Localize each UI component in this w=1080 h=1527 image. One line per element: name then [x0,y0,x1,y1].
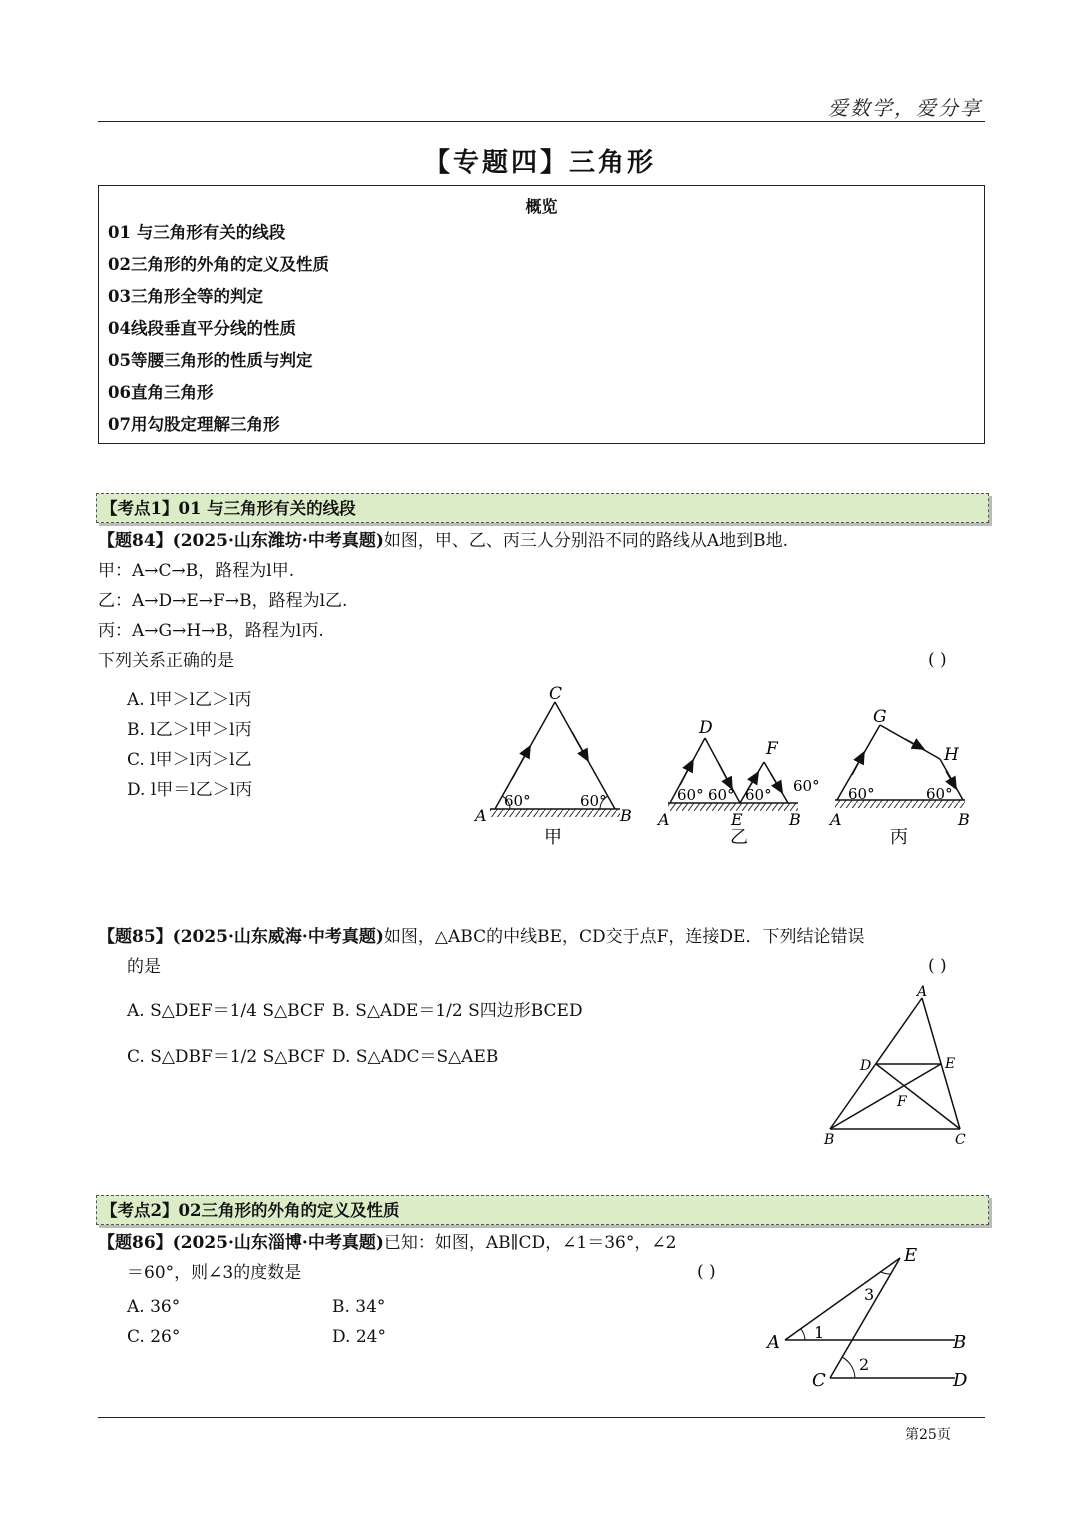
q84-answer-bracket: ( ) [928,650,947,670]
q85-stem-cont: 的是 [127,957,161,977]
q85-figure [815,980,990,1150]
q86-stem: 已知：如图，AB∥CD，∠1＝36°，∠2 [383,1233,677,1253]
fig84-label-h: H [944,745,959,765]
fig84-label-a: A [475,806,487,825]
route-bing-diagram [828,707,970,848]
fig86-label-a: A [767,1332,780,1353]
fig84-angle: 60° [926,785,953,803]
overview-item: 01 与三角形有关的线段 [108,223,286,242]
footer-rule [98,1417,985,1418]
fig84-caption-jia: 甲 [544,827,562,848]
fig86-label-b: B [953,1332,967,1353]
section-header-1: 【考点1】01 与三角形有关的线段 [96,493,989,523]
q84-stem: 如图，甲、乙、丙三人分别沿不同的路线从A地到B地. [383,531,789,551]
section-header-2: 【考点2】02三角形的外角的定义及性质 [96,1195,989,1225]
q86-figure [760,1238,985,1398]
overview-item: 05等腰三角形的性质与判定 [108,351,313,370]
fig85-label-c: C [955,1132,966,1148]
overview-list [108,222,329,446]
q84-option-d: D. l甲＝l乙＞l丙 [127,780,253,800]
fig84-label-b: B [620,806,632,825]
q85-option-a: A. S△DEF＝1/4 S△BCF [127,1001,325,1021]
fig86-label-e: E [904,1245,918,1266]
fig84-label-c: C [549,684,563,704]
fig86-angle-3: 3 [864,1285,875,1304]
fig85-label-a: A [917,984,928,1000]
q85-stem: 如图，△ABC的中线BE，CD交于点F，连接DE．下列结论错误 [383,927,865,947]
q84-tag: 【题84】(2025·山东潍坊·中考真题) [98,531,384,551]
q84-option-b: B. l乙＞l甲＞l丙 [127,720,252,740]
fig84-label-d: D [699,718,713,738]
header-motto: 爱数学，爱分享 [828,96,982,120]
q84-figure [460,675,1000,865]
fig84-angle: 60° [848,785,875,803]
fig84-caption-yi: 乙 [730,827,748,848]
fig85-label-b: B [824,1132,835,1148]
q86-option-b: B. 34° [332,1297,386,1317]
overview-item: 06直角三角形 [108,383,214,402]
q86-option-c: C. 26° [127,1327,181,1347]
fig84-label-a: A [830,810,842,829]
q84-route-bing: 丙：A→G→H→B，路程为l丙. [98,621,324,641]
fig84-label-a: A [658,810,670,829]
q84-option-a: A. l甲＞l乙＞l丙 [127,690,252,710]
q85-answer-bracket: ( ) [928,956,947,976]
q86-answer-bracket: ( ) [697,1262,716,1282]
overview-heading: 概览 [525,197,558,216]
overview-item: 04线段垂直平分线的性质 [108,319,296,338]
fig84-angle: 60° [793,777,820,795]
q86-tag: 【题86】(2025·山东淄博·中考真题) [98,1233,384,1253]
overview-item: 03三角形全等的判定 [108,287,263,306]
q85-stem-line [98,926,864,948]
fig84-label-b: B [789,810,801,829]
fig85-label-f: F [897,1094,907,1110]
q84-route-jia: 甲：A→C→B，路程为l甲. [98,561,295,581]
fig84-label-e: E [731,810,743,829]
fig84-angle: 60° [504,792,531,810]
q85-option-d: D. S△ADC＝S△AEB [332,1047,499,1067]
overview-item: 07用勾股定理解三角形 [108,415,280,434]
q84-option-c: C. l甲＞l丙＞l乙 [127,750,252,770]
q85-option-c: C. S△DBF＝1/2 S△BCF [127,1047,325,1067]
q85-option-b: B. S△ADE＝1/2 S四边形BCED [332,1001,583,1021]
q84-stem-line [98,530,788,552]
overview-item: 02三角形的外角的定义及性质 [108,255,329,274]
route-yi-diagram [656,718,820,848]
page-number: 第25页 [905,1427,951,1443]
fig84-angle: 60° [580,792,607,810]
q86-option-d: D. 24° [332,1327,386,1347]
fig84-angle: 60° [708,786,735,804]
q84-route-yi: 乙：A→D→E→F→B，路程为l乙. [98,591,348,611]
q86-stem-line [98,1232,676,1254]
q86-stem-cont: ＝60°，则∠3的度数是 [127,1263,302,1283]
fig86-angle-1: 1 [814,1323,825,1342]
fig85-label-d: D [860,1058,872,1074]
fig84-label-f: F [766,739,778,759]
fig86-label-c: C [812,1370,826,1391]
fig86-label-d: D [953,1370,968,1391]
fig85-label-e: E [945,1056,956,1072]
overview-box [98,185,985,444]
header-rule [98,121,985,122]
fig84-label-g: G [873,707,887,727]
q84-ask: 下列关系正确的是 [98,651,234,671]
q85-tag: 【题85】(2025·山东威海·中考真题) [98,927,384,947]
q86-option-a: A. 36° [127,1297,181,1317]
fig84-angle: 60° [677,786,704,804]
fig84-label-b: B [958,810,970,829]
fig86-angle-2: 2 [859,1355,870,1374]
route-jia-diagram [473,684,632,848]
page-title: 【专题四】三角形 [423,148,656,178]
fig84-caption-bing: 丙 [890,827,908,848]
fig84-angle: 60° [745,786,772,804]
